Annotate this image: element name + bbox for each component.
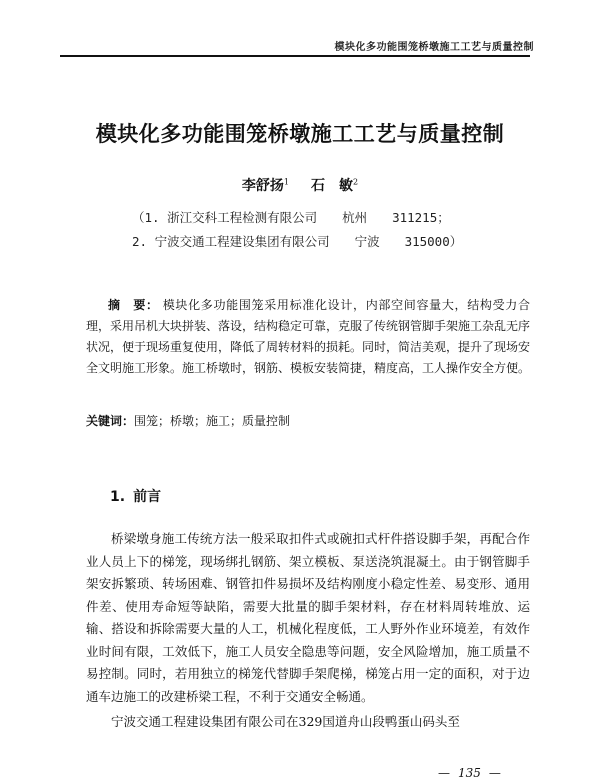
author-affiliation-marker: 1 — [283, 177, 289, 187]
author-affiliation-marker: 2 — [353, 177, 359, 187]
paper-title: 模块化多功能围笼桥墩施工工艺与质量控制 — [95, 122, 505, 146]
author-name: 李舒扬 — [241, 178, 284, 194]
keywords-text: 围笼；桥墩；施工；质量控制 — [134, 414, 291, 428]
paragraph: 宁波交通工程建设集团有限公司在329国道舟山段鸭蛋山码头至 — [111, 714, 460, 729]
page-number-value: 135 — [458, 766, 481, 780]
author-name: 石 敏 — [311, 178, 353, 194]
keywords — [86, 412, 530, 429]
running-header: 模块化多功能围笼桥墩施工工艺与质量控制 — [334, 42, 534, 53]
keywords-label: 关键词： — [86, 414, 135, 428]
author-line — [0, 175, 600, 195]
abstract — [86, 295, 530, 379]
abstract-text: 模块化多功能围笼采用标准化设计，内部空间容量大，结构受力合理，采用吊机大块拼装、落设，结构稳定可靠，克服了传统钢管脚手架施工杂乱无序状况，便于现场重复使用，降低了周转材料的损耗。同时，简洁美观，提升了现场安全文明施工形象。施工桥墩时，钢筋、模板安装简捷，精度高，工人操作安全方便。 — [86, 298, 531, 375]
section-number: 1. — [110, 489, 126, 505]
header-rule — [60, 55, 530, 57]
section-heading — [110, 486, 161, 506]
section-title: 前言 — [133, 489, 162, 505]
page-number: — 135 — — [438, 766, 501, 780]
affiliation-line: 2. 宁波交通工程建设集团有限公司 宁波 315000） — [132, 234, 463, 249]
affiliation-line: （1. 浙江交科工程检测有限公司 杭州 311215； — [132, 210, 450, 225]
body-text — [86, 528, 530, 734]
paragraph: 桥梁墩身施工传统方法一般采取扣件式或碗扣式杆件搭设脚手架，再配合作业人员上下的梯笼，现场绑扎钢筋、架立模板、泵送浇筑混凝土。由于钢管脚手架安拆繁琐、转场困难、钢管扣件易损坏及结构刚度小稳定性差、易变形、通用件差、使用寿命短等缺陷，需要大批量的脚手架材料，存在材料周转堆放、运输、搭设和拆除需要大量的人工，机械化程度低，工人野外作业环境差，有效作业时间有限，工效低下，施工人员安全隐患等问题，安全风险增加，施工质量不易控制。同时，若用独立的梯笼代替脚手架爬梯，梯笼占用一定的面积，对于边通车边施工的改建桥梁工程，不利于交通安全畅通。 — [86, 531, 530, 704]
abstract-label: 摘 要： — [108, 298, 159, 312]
